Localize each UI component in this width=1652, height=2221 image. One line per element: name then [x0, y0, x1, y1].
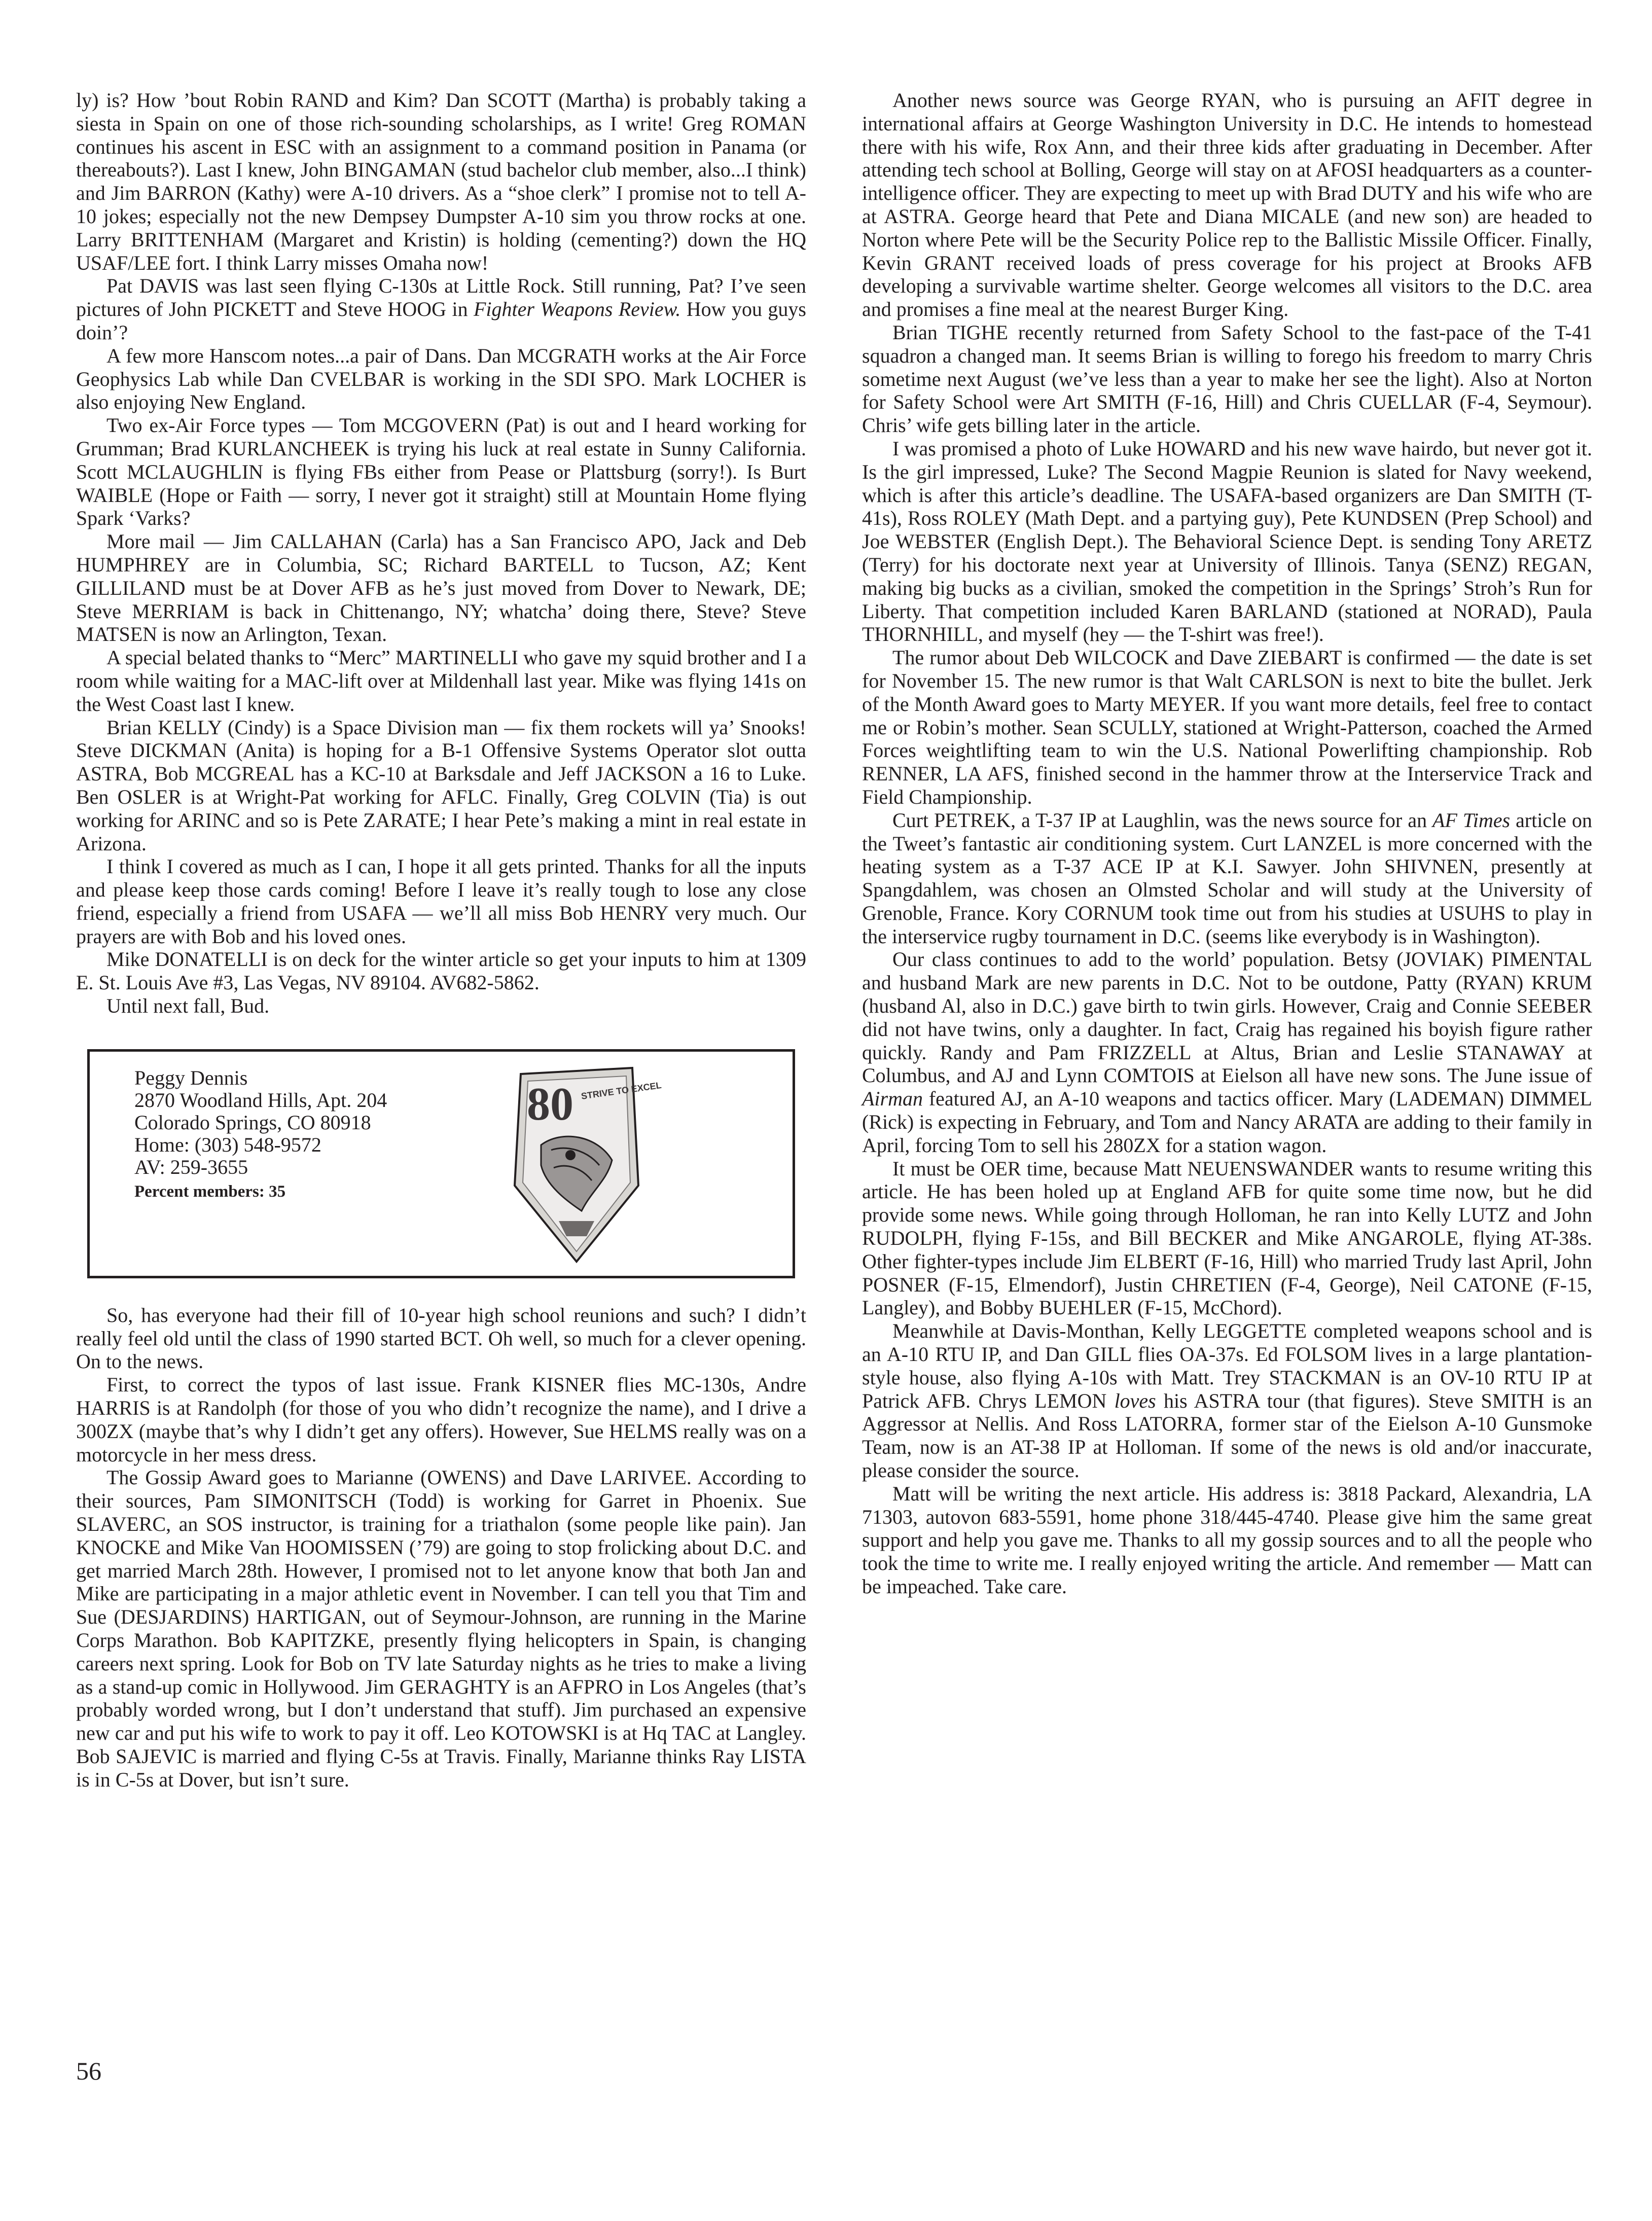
paragraph: More mail — Jim CALLAHAN (Carla) has a San Francisco APO, Jack and Deb HUMPHREY are in Columbia, SC; Richard BARTELL to Tucson, AZ; Kent GILLILAND must be at Dover AFB as he’s just moved from Dover to Newark, DE; Steve MERRIAM is back in Chittenango, NY; whatcha’ doing there, Steve? Steve MATSEN is now an Arlington, Texan. — [76, 530, 806, 646]
paragraph: So, has everyone had their fill of 10-year high school reunions and such? I didn’t really feel old until the class of 1990 started BCT. Oh well, so much for a clever opening. On to the news. — [76, 1303, 806, 1373]
paragraph: It must be OER time, because Matt NEUENSWANDER wants to resume writing this article. He has been holed up at England AFB for quite some time now, but he did provide some news. While going through Holloman, he ran into Kelly LUTZ and John RUDOLPH, flying F-15s, and Bill BECKER and Mike ANGAROLE, flying AT-38s. Other fighter-types include Jim ELBERT (F-16, Hill) who married Trudy last April, John POSNER (F-15, Elmendorf), Justin CHRETIEN (F-4, George), Neil CATONE (F-15, Langley), and Bobby BUEHLER (F-15, McChord). — [862, 1157, 1592, 1319]
paragraph: Brian KELLY (Cindy) is a Space Division man — fix them rockets will ya’ Snooks! Steve DICKMAN (Anita) is hoping for a B-1 Offensive Systems Operator slot outta ASTRA, Bob MCGREAL has a KC-10 at Barksdale and Jeff JACKSON a 16 to Luke. Ben OSLER is at Wright-Pat working for AFLC. Finally, Greg COLVIN (Tia) is out working for ARINC and so is Pete ZARATE; I hear Pete’s making a mint in real estate in Arizona. — [76, 715, 806, 855]
italic-title: Fighter Weapons Review. — [474, 298, 681, 321]
paragraph: The rumor about Deb WILCOCK and Dave ZIEBART is confirmed — the date is set for November 15. The new rumor is that Walt CARLSON is next to bite the bullet. Jerk of the Month Award goes to Marty MEYER. If you want more details, feel free to contact me or Robin’s mother. Sean SCULLY, stationed at Wright-Patterson, coached the Armed Forces weightlifting team to win the U.S. National Powerlifting championship. Rob RENNER, LA AFS, finished second in the hammer throw at the Interservice Track and Field Championship. — [862, 646, 1592, 808]
street-address: 2870 Woodland Hills, Apt. 204 — [134, 1088, 387, 1112]
paragraph: Until next fall, Bud. — [106, 994, 270, 1018]
av-phone: AV: 259-3655 — [134, 1155, 248, 1178]
home-phone: Home: (303) 548-9572 — [134, 1133, 321, 1156]
paragraph: A few more Hanscom notes...a pair of Dans. Dan MCGRATH works at the Air Force Geophysics Lab while Dan CVELBAR is working in the SDI SPO. Mark LOCHER is also enjoying New England. — [76, 344, 806, 414]
paragraph: The Gossip Award goes to Marianne (OWENS) and Dave LARIVEE. According to their sources, Pam SIMONITSCH (Todd) is working for Garret in Phoenix. Sue SLAVERC, an SOS instructor, is training for a triathalon (some people like pain). Jan KNOCKE and Mike Van HOOMISSEN (’79) are going to stop frolicking about D.C. and get married March 28th. However, I promised not to let anyone know that both Jan and Mike are participating in a major athletic event in November. I can tell you that Tim and Sue (DESJARDINS) HARTIGAN, out of Seymour-Johnson, are running in the Marine Corps Marathon. Bob KAPITZKE, presently flying helicopters in Spain, is changing careers next spring. Look for Bob on TV late Saturday nights as he tries to make a living as a stand-up comic in Hollywood. Jim GERAGHTY is an AFPRO in Los Angeles (that’s probably worded wrong, but I don’t understand that stuff). Jim purchased an expensive new car and put his wife to work to pay it off. Leo KOTOWSKI is at Hq TAC at Langley. Bob SAJEVIC is married and flying C-5s at Travis. Finally, Marianne thinks Ray LISTA is in C-5s at Dover, but isn’t sure. — [76, 1466, 806, 1791]
paragraph: First, to correct the typos of last issue. Frank KISNER flies MC-130s, Andre HARRIS is at Randolph (for those of you who didn’t recognize the name), and I drive a 300ZX (maybe that’s why I didn’t get any offers). However, Sue HELMS really was on a motorcycle in her mess dress. — [76, 1373, 806, 1466]
italic-title: Airman — [862, 1087, 923, 1110]
italic-title: AF Times — [1432, 808, 1511, 832]
paragraph: A special belated thanks to “Merc” MARTINELLI who gave my squid brother and I a room while waiting for a MAC-lift over at Mildenhall last year. Mike was flying 141s on the West Coast last I knew. — [76, 646, 806, 715]
paragraph: Pat DAVIS was last seen flying C-130s at Little Rock. Still running, Pat? I’ve seen pictures of John PICKETT and Steve HOOG in Fighter Weapons Review. How you guys doin’? — [76, 274, 806, 344]
crest-motto: STRIVE TO EXCEL — [580, 1080, 662, 1101]
page-number: 56 — [76, 2057, 101, 2085]
percent-members: Percent members: 35 — [134, 1182, 286, 1201]
paragraph: Mike DONATELLI is on deck for the winter article so get your inputs to him at 1309 E. St. Louis Ave #3, Las Vegas, NV 89104. AV682-5862. — [76, 948, 806, 994]
paragraph: Our class continues to add to the world’ population. Betsy (JOVIAK) PIMENTAL and husband Mark are new parents in D.C. Not to be outdone, Patty (RYAN) KRUM (husband Al, also in D.C.) gave birth to twin girls. However, Craig and Connie SEEBER did not have twins, only a daughter. In fact, Craig has regained his boyish figure rather quickly. Randy and Pam FRIZZELL at Altus, Brian and Leslie STANAWAY at Columbus, and AJ and Lynn COMTOIS at Eielson all have new sons. The June issue of Airman featured AJ, an A-10 weapons and tactics officer. Mary (LADEMAN) DIMMEL (Rick) is expecting in February, and Tom and Nancy ARATA are adding to their family in April, forcing Tom to sell his 280ZX for a station wagon. — [862, 948, 1592, 1157]
correspondent-name: Peggy Dennis — [134, 1066, 248, 1089]
left-column — [76, 89, 806, 1792]
paragraph: Curt PETREK, a T-37 IP at Laughlin, was the news source for an AF Times article on the Tweet’s fantastic air conditioning system. Curt LANZEL is more concerned with the heating system as a T-37 ACE IP at K.I. Sawyer. John SHIVNEN, presently at Spangdahlem, was chosen an Olmsted Scholar and will study at the University of Grenoble, France. Kory CORNUM took time out from his studies at USUHS to play in the interservice rugby tournament in D.C. (seems like everybody is in Washington). — [862, 808, 1592, 948]
paragraph: ly) is? How ’bout Robin RAND and Kim? Dan SCOTT (Martha) is probably taking a siesta in Spain on one of those rich-sounding scholarships, as I write! Greg ROMAN continues his ascent in ESC with an assignment to a command position in Panama (or thereabouts?). Last I knew, John BINGAMAN (stud bachelor club member, also...I think) and Jim BARRON (Kathy) were A-10 drivers. As a “shoe clerk” I promise not to tell A-10 jokes; especially not the new Dempsey Dumpster A-10 sim you throw rocks at one. Larry BRITTENHAM (Margaret and Kristin) is holding (cementing?) down the HQ USAF/LEE fort. I think Larry misses Omaha now! — [76, 89, 806, 274]
paragraph: Another news source was George RYAN, who is pursuing an AFIT degree in international affairs at George Washington University in D.C. He intends to homestead there with his wife, Rox Ann, and their three kids after graduating in December. After attending tech school at Bolling, George will stay on at AFOSI headquarters as a counter-intelligence officer. They are expecting to meet up with Brad DUTY and his wife who are at ASTRA. George heard that Pete and Diana MICALE (and new son) are headed to Norton where Pete will be the Security Police rep to the Ballistic Missile Officer. Finally, Kevin GRANT received loads of press coverage for his project at Brooks AFB developing a survivable wartime shelter. George welcomes all visitors to the D.C. area and promises a fine meal at the nearest Burger King. — [862, 89, 1592, 321]
paragraph: Meanwhile at Davis-Monthan, Kelly LEGGETTE completed weapons school and is an A-10 RTU IP, and Dan GILL flies OA-37s. Ed FOLSOM lives in a large plantation-style house, also flying A-10s with Matt. Trey STACKMAN is an OV-10 RTU IP at Patrick AFB. Chrys LEMON loves his ASTRA tour (that figures). Steve SMITH is an Aggressor at Nellis. And Ross LATORRA, former star of the Eielson A-10 Gunsmoke Team, now is an AT-38 IP at Holloman. If some of the news is old and/or inaccurate, please consider the source. — [862, 1319, 1592, 1482]
right-column — [862, 89, 1592, 1598]
paragraph: Two ex-Air Force types — Tom MCGOVERN (Pat) is out and I heard working for Grumman; Brad KURLANCHEEK is trying his luck at real estate in Sunny California. Scott MCLAUGHLIN is flying FBs either from Pease or Plattsburg (sorry!). Is Burt WAIBLE (Hope or Faith — sorry, I never got it straight) still at Mountain Home flying Spark ‘Varks? — [76, 414, 806, 530]
class-crest-icon — [506, 1059, 662, 1267]
italic-emphasis: loves — [1114, 1389, 1156, 1412]
paragraph: Brian TIGHE recently returned from Safety School to the fast-pace of the T-41 squadron a changed man. It seems Brian is willing to forego his freedom to marry Chris sometime next August (we’ve less than a year to make her see the light). Also at Norton for Safety School were Art SMITH (F-16, Hill) and Chris CUELLAR (F-4, Seymour). Chris’ wife gets billing later in the article. — [862, 320, 1592, 437]
correspondent-address — [134, 1067, 489, 1203]
paragraph: I think I covered as much as I can, I hope it all gets printed. Thanks for all the inputs and please keep those cards coming! Before I leave it’s really tough to lose any close friend, especially a friend from USAFA — we’ll all miss Bob HENRY very much. Our prayers are with Bob and his loved ones. — [76, 855, 806, 948]
paragraph: Matt will be writing the next article. His address is: 3818 Packard, Alexandria, LA 71303, autovon 683-5591, home phone 318/445-4740. Please give him the same great support and help you gave me. Thanks to all my gossip sources and to all the people who took the time to write me. I really enjoyed writing the article. And remember — Matt can be impeached. Take care. — [862, 1482, 1592, 1598]
crest-number: 80 — [527, 1078, 573, 1130]
paragraph: I was promised a photo of Luke HOWARD and his new wave hairdo, but never got it. Is the girl impressed, Luke? The Second Magpie Reunion is slated for Navy weekend, which is after this article’s deadline. The USAFA-based organizers are Dan SMITH (T-41s), Ross ROLEY (Math Dept. and a partying guy), Pete KUNDSEN (Prep School) and Joe WEBSTER (English Dept.). The Behavioral Science Dept. is sending Tony ARETZ (Terry) for his doctorate next year at University of Illinois. Tanya (SENZ) REGAN, making big bucks as a civilian, smoked the competition in the Springs’ Stroh’s Run for Liberty. That competition included Karen BARLAND (stationed at NORAD), Paula THORNHILL, and myself (hey — the T-shirt was free!). — [862, 437, 1592, 646]
correspondent-box — [87, 1049, 795, 1278]
city-address: Colorado Springs, CO 80918 — [134, 1110, 371, 1134]
